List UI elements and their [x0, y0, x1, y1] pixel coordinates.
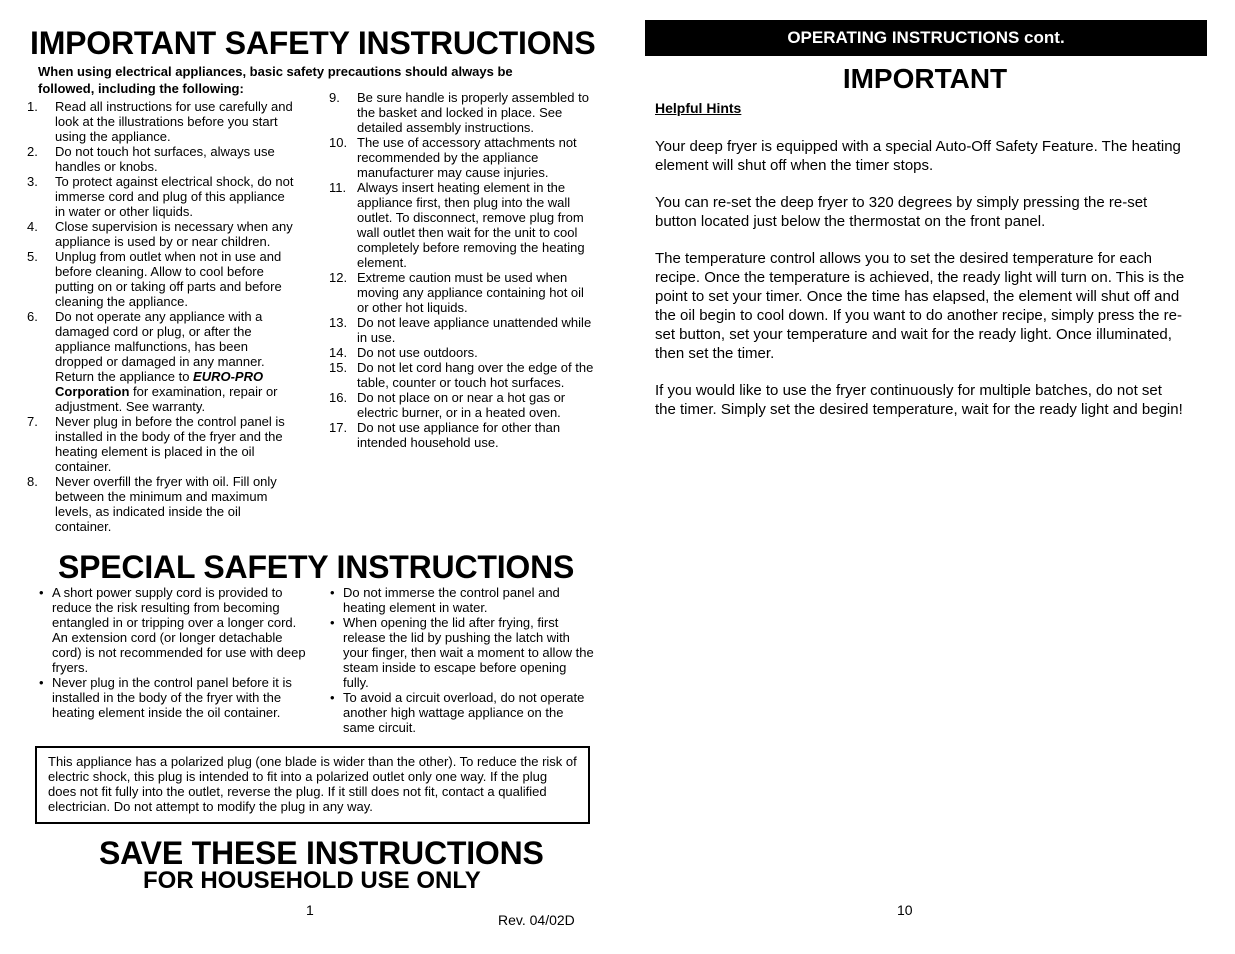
rules-list-col1 — [27, 99, 297, 534]
rule-item: 7. Never plug in before the control panel is installed in the body of the fryer and the heating element is placed in the oil container. — [27, 414, 285, 474]
bullet-icon: • — [330, 585, 335, 600]
rule-item: 3. To protect against electrical shock, do not immerse cord and plug of this appliance in water or other liquids. — [27, 174, 294, 219]
save-instructions-title: SAVE THESE INSTRUCTIONS — [99, 835, 544, 871]
special-item: • When opening the lid after frying, first release the lid by pushing the latch with your finger, then wait a moment to allow the steam inside to escape before opening fully. — [330, 615, 594, 690]
special-item: • A short power supply cord is provided to reduce the risk resulting from becoming entangled in or tripping over a longer cord. An extension cord (or longer detachable cord) is not recommended for use with deep fryers. — [39, 585, 306, 675]
rule-item: 16. Do not place on or near a hot gas or electric burner, or in a heated oven. — [329, 390, 566, 420]
special-item: • Do not immerse the control panel and heating element in water. — [330, 585, 560, 615]
bullet-icon: • — [39, 675, 44, 690]
special-safety-title: SPECIAL SAFETY INSTRUCTIONS — [58, 549, 575, 585]
rule-item: 15. Do not let cord hang over the edge of the table, counter or touch hot surfaces. — [329, 360, 594, 390]
rule-item: 8. Never overfill the fryer with oil. Fill only between the minimum and maximum levels, as indicated inside the oil container. — [27, 474, 277, 534]
bullet-icon: • — [39, 585, 44, 600]
important-title: IMPORTANT — [842, 63, 1008, 94]
rule-item: 13. Do not leave appliance unattended while in use. — [329, 315, 592, 345]
special-list-col2 — [329, 585, 595, 735]
rules-list-col2 — [329, 90, 599, 450]
rule-item: 11. Always insert heating element in the appliance first, then plug into the wall outlet. To disconnect, remove plug from wall outlet then wait for the unit to cool completely before removing the heating element. — [329, 180, 585, 270]
bullet-icon: • — [330, 690, 335, 705]
rule-item: 1. Read all instructions for use carefully and look at the illustrations before you start using the appliance. — [27, 99, 293, 144]
hint-paragraph: If you would like to use the fryer continuously for multiple batches, do not set the timer. Simply set the desired temperature, wait for the ready light and begin! — [655, 382, 1183, 418]
hint-paragraph: You can re-set the deep fryer to 320 degrees by simply pressing the re-set button located just below the thermostat on the front panel. — [655, 194, 1148, 230]
special-item: • To avoid a circuit overload, do not operate another high wattage appliance on the same circuit. — [330, 690, 585, 735]
bullet-icon: • — [330, 615, 335, 630]
operating-instructions-header: OPERATING INSTRUCTIONS cont. — [645, 20, 1207, 56]
hint-paragraph: The temperature control allows you to set the desired temperature for each recipe. Once the temperature is achieved, the ready light will turn on. This is the point to set your timer. Once the time has elapsed, the element will shut off and the oil begin to cool down. If you want to do another recipe, simply press the re-set button, set your temperature and wait for the ready light. Once illuminated, then set the timer. — [655, 250, 1185, 362]
household-use-subtitle: FOR HOUSEHOLD USE ONLY — [143, 867, 481, 894]
rule-item: 14. Do not use outdoors. — [329, 345, 478, 360]
special-item: • Never plug in the control panel before it is installed in the body of the fryer with the heating element inside the oil container. — [39, 675, 292, 720]
polarized-plug-text: This appliance has a polarized plug (one blade is wider than the other). To reduce the risk of electric shock, this plug is intended to fit into a polarized outlet only one way. If the plug does not fit fully into the outlet, reverse the plug. If it still does not fit, contact a qualified electrician. Do not attempt to modify the plug in any way. — [48, 754, 577, 814]
rule-item: 4. Close supervision is necessary when any appliance is used by or near children. — [27, 219, 293, 249]
hints-body — [655, 137, 1185, 437]
rule-item: 10. The use of accessory attachments not recommended by the appliance manufacturer may cause injuries. — [329, 135, 577, 180]
page-number-left: 1 — [306, 902, 314, 918]
rule-item: 17. Do not use appliance for other than intended household use. — [329, 420, 561, 450]
special-list-col1 — [38, 585, 306, 720]
safety-title: IMPORTANT SAFETY INSTRUCTIONS — [30, 25, 596, 61]
rule-item: 2. Do not touch hot surfaces, always use handles or knobs. — [27, 144, 275, 174]
brand-name: EURO-PRO — [193, 369, 264, 384]
safety-intro: When using electrical appliances, basic safety precautions should always be followed, including the following: — [38, 64, 513, 96]
helpful-hints-heading: Helpful Hints — [655, 100, 742, 116]
rule-item: 12. Extreme caution must be used when moving any appliance containing hot oil or other hot liquids. — [329, 270, 584, 315]
page-number-right: 10 — [897, 902, 913, 918]
rule-item: 5. Unplug from outlet when not in use and before cleaning. Allow to cool before putting on or taking off parts and before cleaning the appliance. — [27, 249, 282, 309]
rule-item: 6. Do not operate any appliance with a damaged cord or plug, or after the appliance malfunctions, has been dropped or damaged in any manner. Return the appliance to EURO-PRO Corporation for examination, repair or adjustment. See warranty. — [27, 309, 278, 414]
rule-item: 9. Be sure handle is properly assembled to the basket and locked in place. See detailed assembly instructions. — [329, 90, 589, 135]
polarized-plug-notice — [35, 746, 590, 824]
revision-code: Rev. 04/02D — [498, 912, 575, 928]
hint-paragraph: Your deep fryer is equipped with a special Auto-Off Safety Feature. The heating element will shut off when the timer stops. — [655, 138, 1181, 174]
